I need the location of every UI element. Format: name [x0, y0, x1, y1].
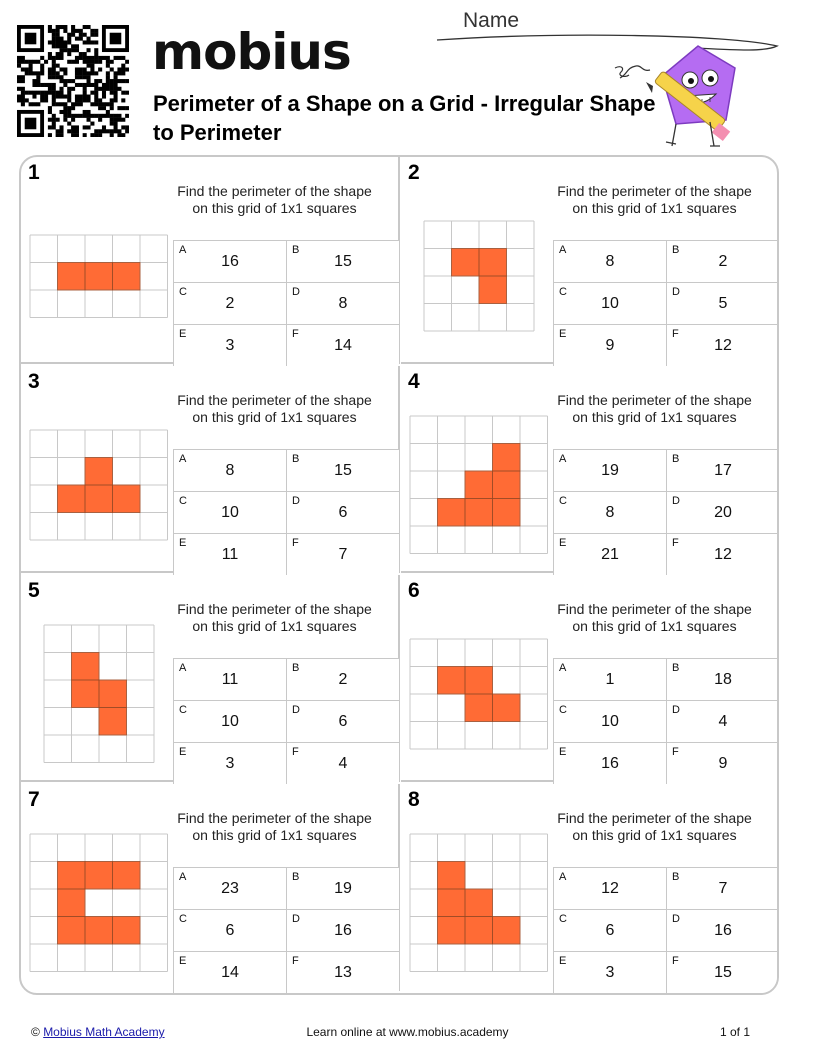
option-value: 7 — [718, 880, 728, 897]
answer-option-c[interactable] — [173, 700, 286, 742]
option-letter: C — [559, 913, 567, 925]
prompt-line-2: on this grid of 1x1 squares — [192, 618, 357, 634]
answer-option-c[interactable] — [173, 282, 286, 324]
option-letter: A — [559, 871, 567, 883]
answer-option-b[interactable] — [666, 449, 779, 491]
option-value: 10 — [601, 713, 619, 730]
shaded-square — [493, 471, 521, 499]
question-prompt — [171, 183, 378, 217]
qr-code-icon — [17, 25, 129, 137]
option-letter: E — [559, 328, 567, 340]
answer-option-f[interactable] — [666, 951, 779, 993]
worksheet-title: Perimeter of a Shape on a Grid - Irregular Shape to Perimeter — [153, 91, 656, 145]
shaded-square — [85, 485, 113, 513]
answer-options — [173, 449, 400, 575]
answer-option-a[interactable] — [553, 867, 666, 909]
question-2 — [401, 157, 779, 364]
answer-option-b[interactable] — [286, 240, 399, 282]
option-value: 21 — [601, 546, 619, 563]
option-letter: C — [179, 286, 187, 298]
shaded-square — [113, 862, 141, 890]
option-letter: C — [179, 704, 187, 716]
option-letter: D — [672, 495, 680, 507]
answer-option-f[interactable] — [286, 951, 399, 993]
answer-option-d[interactable] — [286, 700, 399, 742]
question-number: 7 — [28, 788, 40, 811]
option-value: 13 — [334, 964, 352, 981]
option-letter: D — [292, 286, 300, 298]
answer-option-e[interactable] — [553, 951, 666, 993]
option-letter: F — [292, 537, 299, 549]
option-value: 3 — [225, 755, 235, 772]
answer-option-c[interactable] — [553, 282, 666, 324]
footer-page-number: 1 of 1 — [720, 1025, 751, 1039]
shaded-square — [58, 889, 86, 917]
option-value: 14 — [221, 964, 239, 981]
answer-option-d[interactable] — [666, 700, 779, 742]
option-value: 8 — [605, 504, 615, 521]
shaded-square — [72, 653, 100, 681]
question-number: 4 — [408, 370, 420, 393]
answer-options — [173, 867, 400, 993]
prompt-line-1: Find the perimeter of the shape — [177, 810, 372, 826]
option-letter: D — [672, 704, 680, 716]
option-value: 14 — [334, 337, 352, 354]
shaded-square — [465, 917, 493, 945]
option-letter: D — [292, 495, 300, 507]
prompt-line-2: on this grid of 1x1 squares — [192, 200, 357, 216]
shaded-square — [113, 485, 141, 513]
copyright-symbol: © — [31, 1025, 40, 1039]
option-value: 16 — [601, 755, 619, 772]
option-letter: C — [179, 913, 187, 925]
answer-option-a[interactable] — [553, 449, 666, 491]
answer-option-e[interactable] — [173, 324, 286, 366]
option-letter: F — [672, 328, 679, 340]
option-letter: A — [559, 453, 567, 465]
option-value: 10 — [601, 295, 619, 312]
option-value: 5 — [718, 295, 728, 312]
option-letter: F — [292, 328, 299, 340]
answer-option-f[interactable] — [666, 324, 779, 366]
question-1 — [21, 157, 400, 364]
option-letter: A — [179, 453, 187, 465]
option-value: 3 — [225, 337, 235, 354]
shape-grid — [29, 429, 169, 541]
shape-grid — [423, 220, 535, 332]
option-letter: F — [292, 746, 299, 758]
answer-option-d[interactable] — [666, 282, 779, 324]
option-value: 23 — [221, 880, 239, 897]
answer-option-e[interactable] — [173, 951, 286, 993]
answer-option-e[interactable] — [553, 742, 666, 784]
shaded-square — [465, 667, 493, 695]
answer-options — [553, 449, 779, 575]
option-value: 18 — [714, 671, 732, 688]
option-letter: E — [179, 537, 187, 549]
question-7 — [21, 784, 400, 991]
option-letter: F — [672, 537, 679, 549]
option-value: 20 — [714, 504, 732, 521]
prompt-line-1: Find the perimeter of the shape — [557, 183, 752, 199]
answer-options — [173, 658, 400, 784]
option-value: 9 — [605, 337, 615, 354]
answer-option-d[interactable] — [666, 491, 779, 533]
question-prompt — [551, 392, 758, 426]
option-value: 15 — [334, 253, 352, 270]
answer-option-c[interactable] — [173, 909, 286, 951]
shaded-square — [438, 862, 466, 890]
prompt-line-2: on this grid of 1x1 squares — [572, 827, 737, 843]
option-value: 6 — [338, 504, 348, 521]
answer-option-c[interactable] — [553, 700, 666, 742]
shaded-square — [479, 249, 507, 277]
questions-panel — [19, 155, 779, 995]
option-letter: A — [179, 662, 187, 674]
answer-option-c[interactable] — [173, 491, 286, 533]
question-5 — [21, 575, 400, 782]
shaded-square — [493, 499, 521, 527]
option-value: 11 — [221, 546, 239, 563]
option-value: 16 — [221, 253, 239, 270]
option-letter: E — [179, 955, 187, 967]
shaded-square — [58, 917, 86, 945]
shape-grid — [409, 415, 549, 555]
option-value: 10 — [221, 504, 239, 521]
shaded-square — [493, 917, 521, 945]
prompt-line-1: Find the perimeter of the shape — [177, 392, 372, 408]
answer-options — [553, 867, 779, 993]
option-value: 16 — [714, 922, 732, 939]
option-letter: B — [672, 244, 680, 256]
shaded-square — [99, 708, 127, 736]
prompt-line-1: Find the perimeter of the shape — [177, 601, 372, 617]
prompt-line-2: on this grid of 1x1 squares — [192, 827, 357, 843]
shaded-square — [58, 262, 86, 290]
shaded-square — [452, 249, 480, 277]
option-letter: B — [292, 244, 300, 256]
option-letter: E — [179, 328, 187, 340]
option-letter: C — [559, 286, 567, 298]
shaded-square — [99, 680, 127, 708]
prompt-line-2: on this grid of 1x1 squares — [192, 409, 357, 425]
question-number: 5 — [28, 579, 40, 602]
shaded-square — [113, 262, 141, 290]
option-value: 2 — [338, 671, 348, 688]
option-letter: C — [179, 495, 187, 507]
prompt-line-1: Find the perimeter of the shape — [557, 810, 752, 826]
question-4 — [401, 366, 779, 573]
answer-option-b[interactable] — [666, 867, 779, 909]
answer-option-e[interactable] — [173, 533, 286, 575]
shaded-square — [465, 499, 493, 527]
answer-option-f[interactable] — [286, 742, 399, 784]
answer-option-b[interactable] — [666, 658, 779, 700]
option-value: 1 — [605, 671, 615, 688]
prompt-line-2: on this grid of 1x1 squares — [572, 409, 737, 425]
mobius-logo: mobius — [152, 23, 351, 81]
option-letter: B — [672, 871, 680, 883]
shape-grid — [29, 234, 169, 319]
shaded-square — [85, 917, 113, 945]
option-value: 19 — [601, 462, 619, 479]
option-value: 4 — [718, 713, 728, 730]
shaded-square — [465, 889, 493, 917]
shaded-square — [72, 680, 100, 708]
shaded-square — [493, 694, 521, 722]
option-value: 15 — [714, 964, 732, 981]
answer-option-b[interactable] — [666, 240, 779, 282]
prompt-line-2: on this grid of 1x1 squares — [572, 200, 737, 216]
question-6 — [401, 575, 779, 782]
option-letter: C — [559, 704, 567, 716]
prompt-line-1: Find the perimeter of the shape — [557, 601, 752, 617]
answer-option-f[interactable] — [666, 533, 779, 575]
name-label: Name — [463, 9, 520, 32]
option-letter: B — [672, 453, 680, 465]
answer-option-d[interactable] — [286, 491, 399, 533]
answer-option-e[interactable] — [553, 533, 666, 575]
shape-grid — [409, 833, 549, 973]
shaded-square — [85, 458, 113, 486]
answer-option-a[interactable] — [553, 658, 666, 700]
option-letter: B — [292, 453, 300, 465]
answer-option-e[interactable] — [553, 324, 666, 366]
option-value: 2 — [718, 253, 728, 270]
shaded-square — [85, 862, 113, 890]
shaded-square — [479, 276, 507, 304]
question-number: 1 — [28, 161, 40, 184]
question-3 — [21, 366, 400, 573]
option-letter: B — [292, 871, 300, 883]
question-prompt — [551, 601, 758, 635]
answer-option-b[interactable] — [286, 449, 399, 491]
answer-option-c[interactable] — [553, 909, 666, 951]
option-letter: D — [292, 913, 300, 925]
option-value: 6 — [605, 922, 615, 939]
answer-option-d[interactable] — [286, 909, 399, 951]
answer-option-d[interactable] — [286, 282, 399, 324]
answer-option-f[interactable] — [666, 742, 779, 784]
answer-option-d[interactable] — [666, 909, 779, 951]
option-value: 10 — [221, 713, 239, 730]
shaded-square — [438, 667, 466, 695]
shaded-square — [465, 471, 493, 499]
option-letter: E — [179, 746, 187, 758]
option-letter: A — [559, 662, 567, 674]
shaded-square — [58, 485, 86, 513]
option-value: 3 — [605, 964, 615, 981]
option-letter: F — [672, 955, 679, 967]
shape-grid — [409, 638, 549, 750]
question-prompt — [551, 810, 758, 844]
option-letter: F — [292, 955, 299, 967]
shaded-square — [113, 917, 141, 945]
option-value: 6 — [338, 713, 348, 730]
answer-options — [553, 240, 779, 366]
option-letter: C — [559, 495, 567, 507]
answer-option-a[interactable] — [173, 449, 286, 491]
option-value: 16 — [334, 922, 352, 939]
question-number: 6 — [408, 579, 420, 602]
option-value: 9 — [718, 755, 728, 772]
option-value: 19 — [334, 880, 352, 897]
question-prompt — [171, 810, 378, 844]
option-value: 8 — [605, 253, 615, 270]
option-letter: D — [672, 913, 680, 925]
option-letter: B — [672, 662, 680, 674]
prompt-line-1: Find the perimeter of the shape — [177, 183, 372, 199]
answer-option-e[interactable] — [173, 742, 286, 784]
shaded-square — [493, 444, 521, 472]
shaded-square — [438, 499, 466, 527]
answer-options — [173, 240, 400, 366]
option-letter: D — [292, 704, 300, 716]
mobius-academy-link[interactable]: Mobius Math Academy — [43, 1025, 165, 1039]
prompt-line-2: on this grid of 1x1 squares — [572, 618, 737, 634]
option-letter: E — [559, 746, 567, 758]
option-value: 4 — [338, 755, 348, 772]
option-letter: B — [292, 662, 300, 674]
answer-option-b[interactable] — [286, 867, 399, 909]
footer-center-text: Learn online at www.mobius.academy — [306, 1025, 509, 1039]
question-number: 8 — [408, 788, 420, 811]
answer-option-a[interactable] — [173, 658, 286, 700]
option-value: 12 — [714, 546, 732, 563]
question-prompt — [171, 392, 378, 426]
shaded-square — [58, 862, 86, 890]
option-letter: A — [179, 244, 187, 256]
option-value: 12 — [714, 337, 732, 354]
shaded-square — [465, 694, 493, 722]
question-number: 2 — [408, 161, 420, 184]
question-8 — [401, 784, 779, 991]
option-value: 8 — [338, 295, 348, 312]
question-prompt — [171, 601, 378, 635]
shaded-square — [438, 917, 466, 945]
option-letter: A — [559, 244, 567, 256]
option-value: 8 — [225, 462, 235, 479]
shape-grid — [43, 624, 155, 764]
answer-option-a[interactable] — [173, 867, 286, 909]
option-letter: F — [672, 746, 679, 758]
option-letter: E — [559, 955, 567, 967]
option-value: 6 — [225, 922, 235, 939]
question-prompt — [551, 183, 758, 217]
shaded-square — [85, 262, 113, 290]
option-value: 11 — [221, 671, 239, 688]
answer-option-a[interactable] — [173, 240, 286, 282]
option-value: 12 — [601, 880, 619, 897]
option-value: 17 — [714, 462, 732, 479]
option-letter: A — [179, 871, 187, 883]
answer-option-c[interactable] — [553, 491, 666, 533]
prompt-line-1: Find the perimeter of the shape — [557, 392, 752, 408]
answer-option-a[interactable] — [553, 240, 666, 282]
question-number: 3 — [28, 370, 40, 393]
option-value: 7 — [338, 546, 348, 563]
option-letter: E — [559, 537, 567, 549]
shaded-square — [438, 889, 466, 917]
shape-grid — [29, 833, 169, 973]
answer-options — [553, 658, 779, 784]
option-value: 2 — [225, 295, 235, 312]
answer-option-f[interactable] — [286, 324, 399, 366]
answer-option-f[interactable] — [286, 533, 399, 575]
option-value: 15 — [334, 462, 352, 479]
option-letter: D — [672, 286, 680, 298]
answer-option-b[interactable] — [286, 658, 399, 700]
